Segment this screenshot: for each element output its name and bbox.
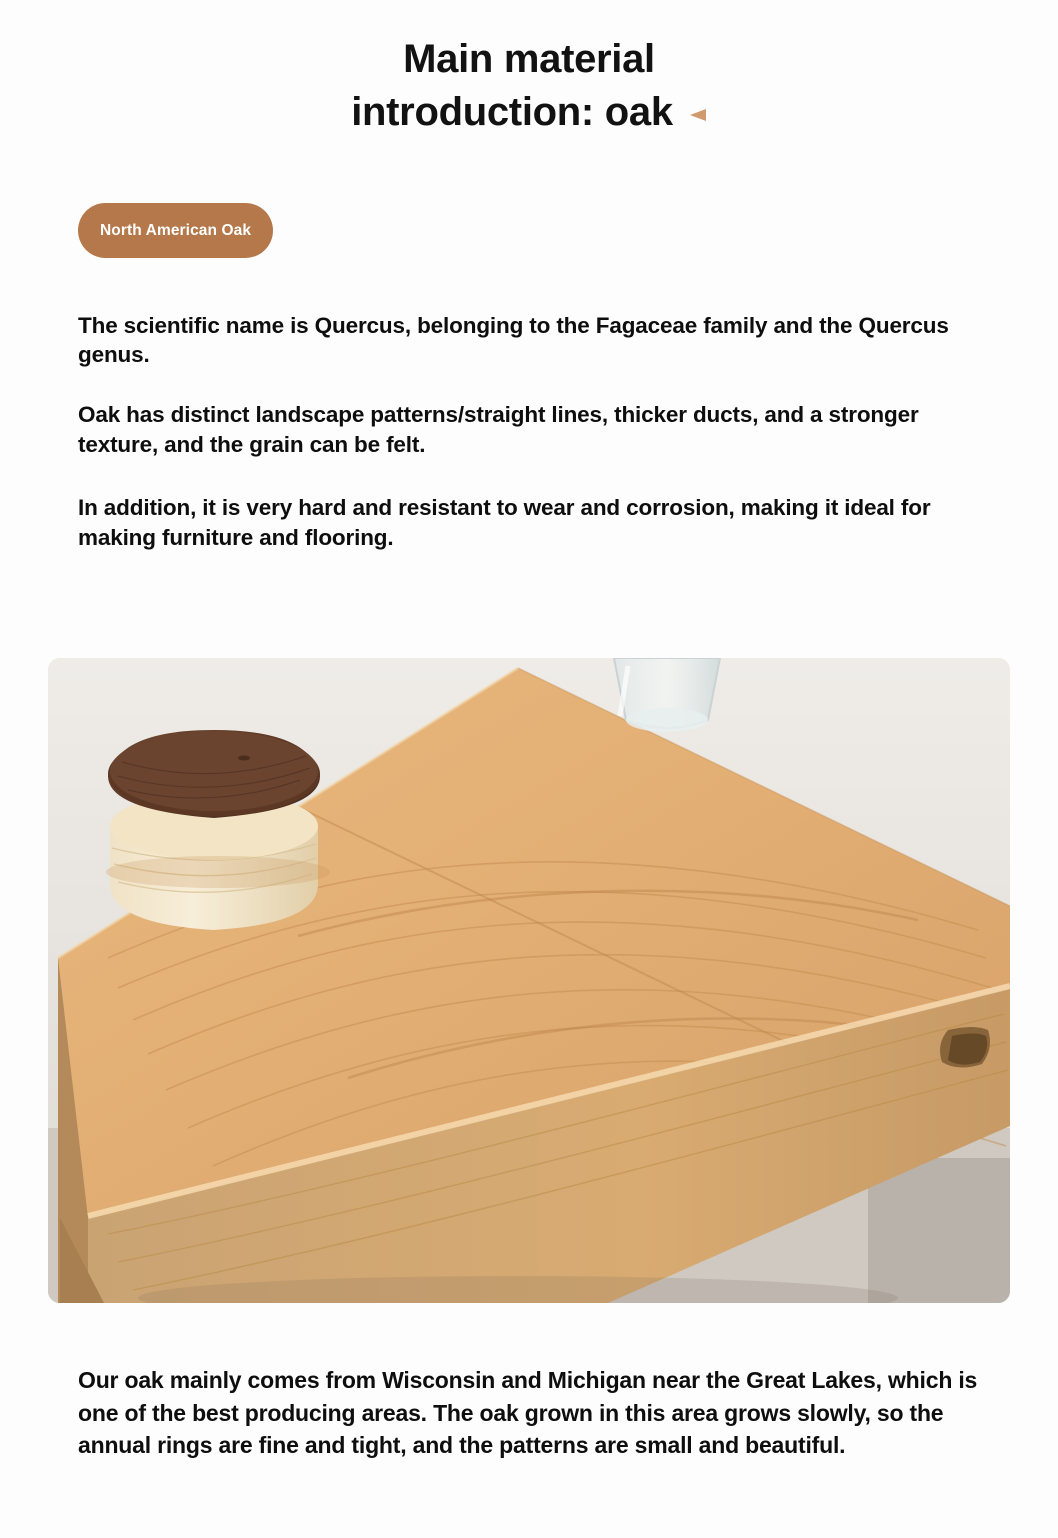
page-title-line-2-wrap [351, 85, 707, 138]
description-block [78, 288, 998, 553]
paragraph-scientific-name: The scientific name is Quercus, belonging to the Fagaceae family and the Quercus genus. [78, 312, 949, 368]
paragraph-grain: Oak has distinct landscape patterns/straight lines, thicker ducts, and a stronger texture, and the grain can be felt. [78, 401, 919, 457]
product-photo-illustration [48, 658, 1010, 1303]
page-title [0, 34, 1058, 138]
page-title-line-1: Main material [403, 37, 655, 81]
status-badge [78, 203, 273, 258]
photo-caption: Our oak mainly comes from Wisconsin and Michigan near the Great Lakes, which is one of the best producing areas. The oak grown in this area grows slowly, so the annual rings are fine and tight, and the patterns are small and beautiful. [78, 1367, 978, 1459]
product-photo [48, 658, 1010, 1303]
paragraph-durability: In addition, it is very hard and resistant to wear and corrosion, making it ideal for making furniture and flooring. [78, 495, 931, 550]
page-title-line-2: introduction: oak [351, 90, 673, 135]
status-badge-label: North American Oak [100, 221, 252, 239]
cursor-pointer-icon [685, 85, 707, 101]
